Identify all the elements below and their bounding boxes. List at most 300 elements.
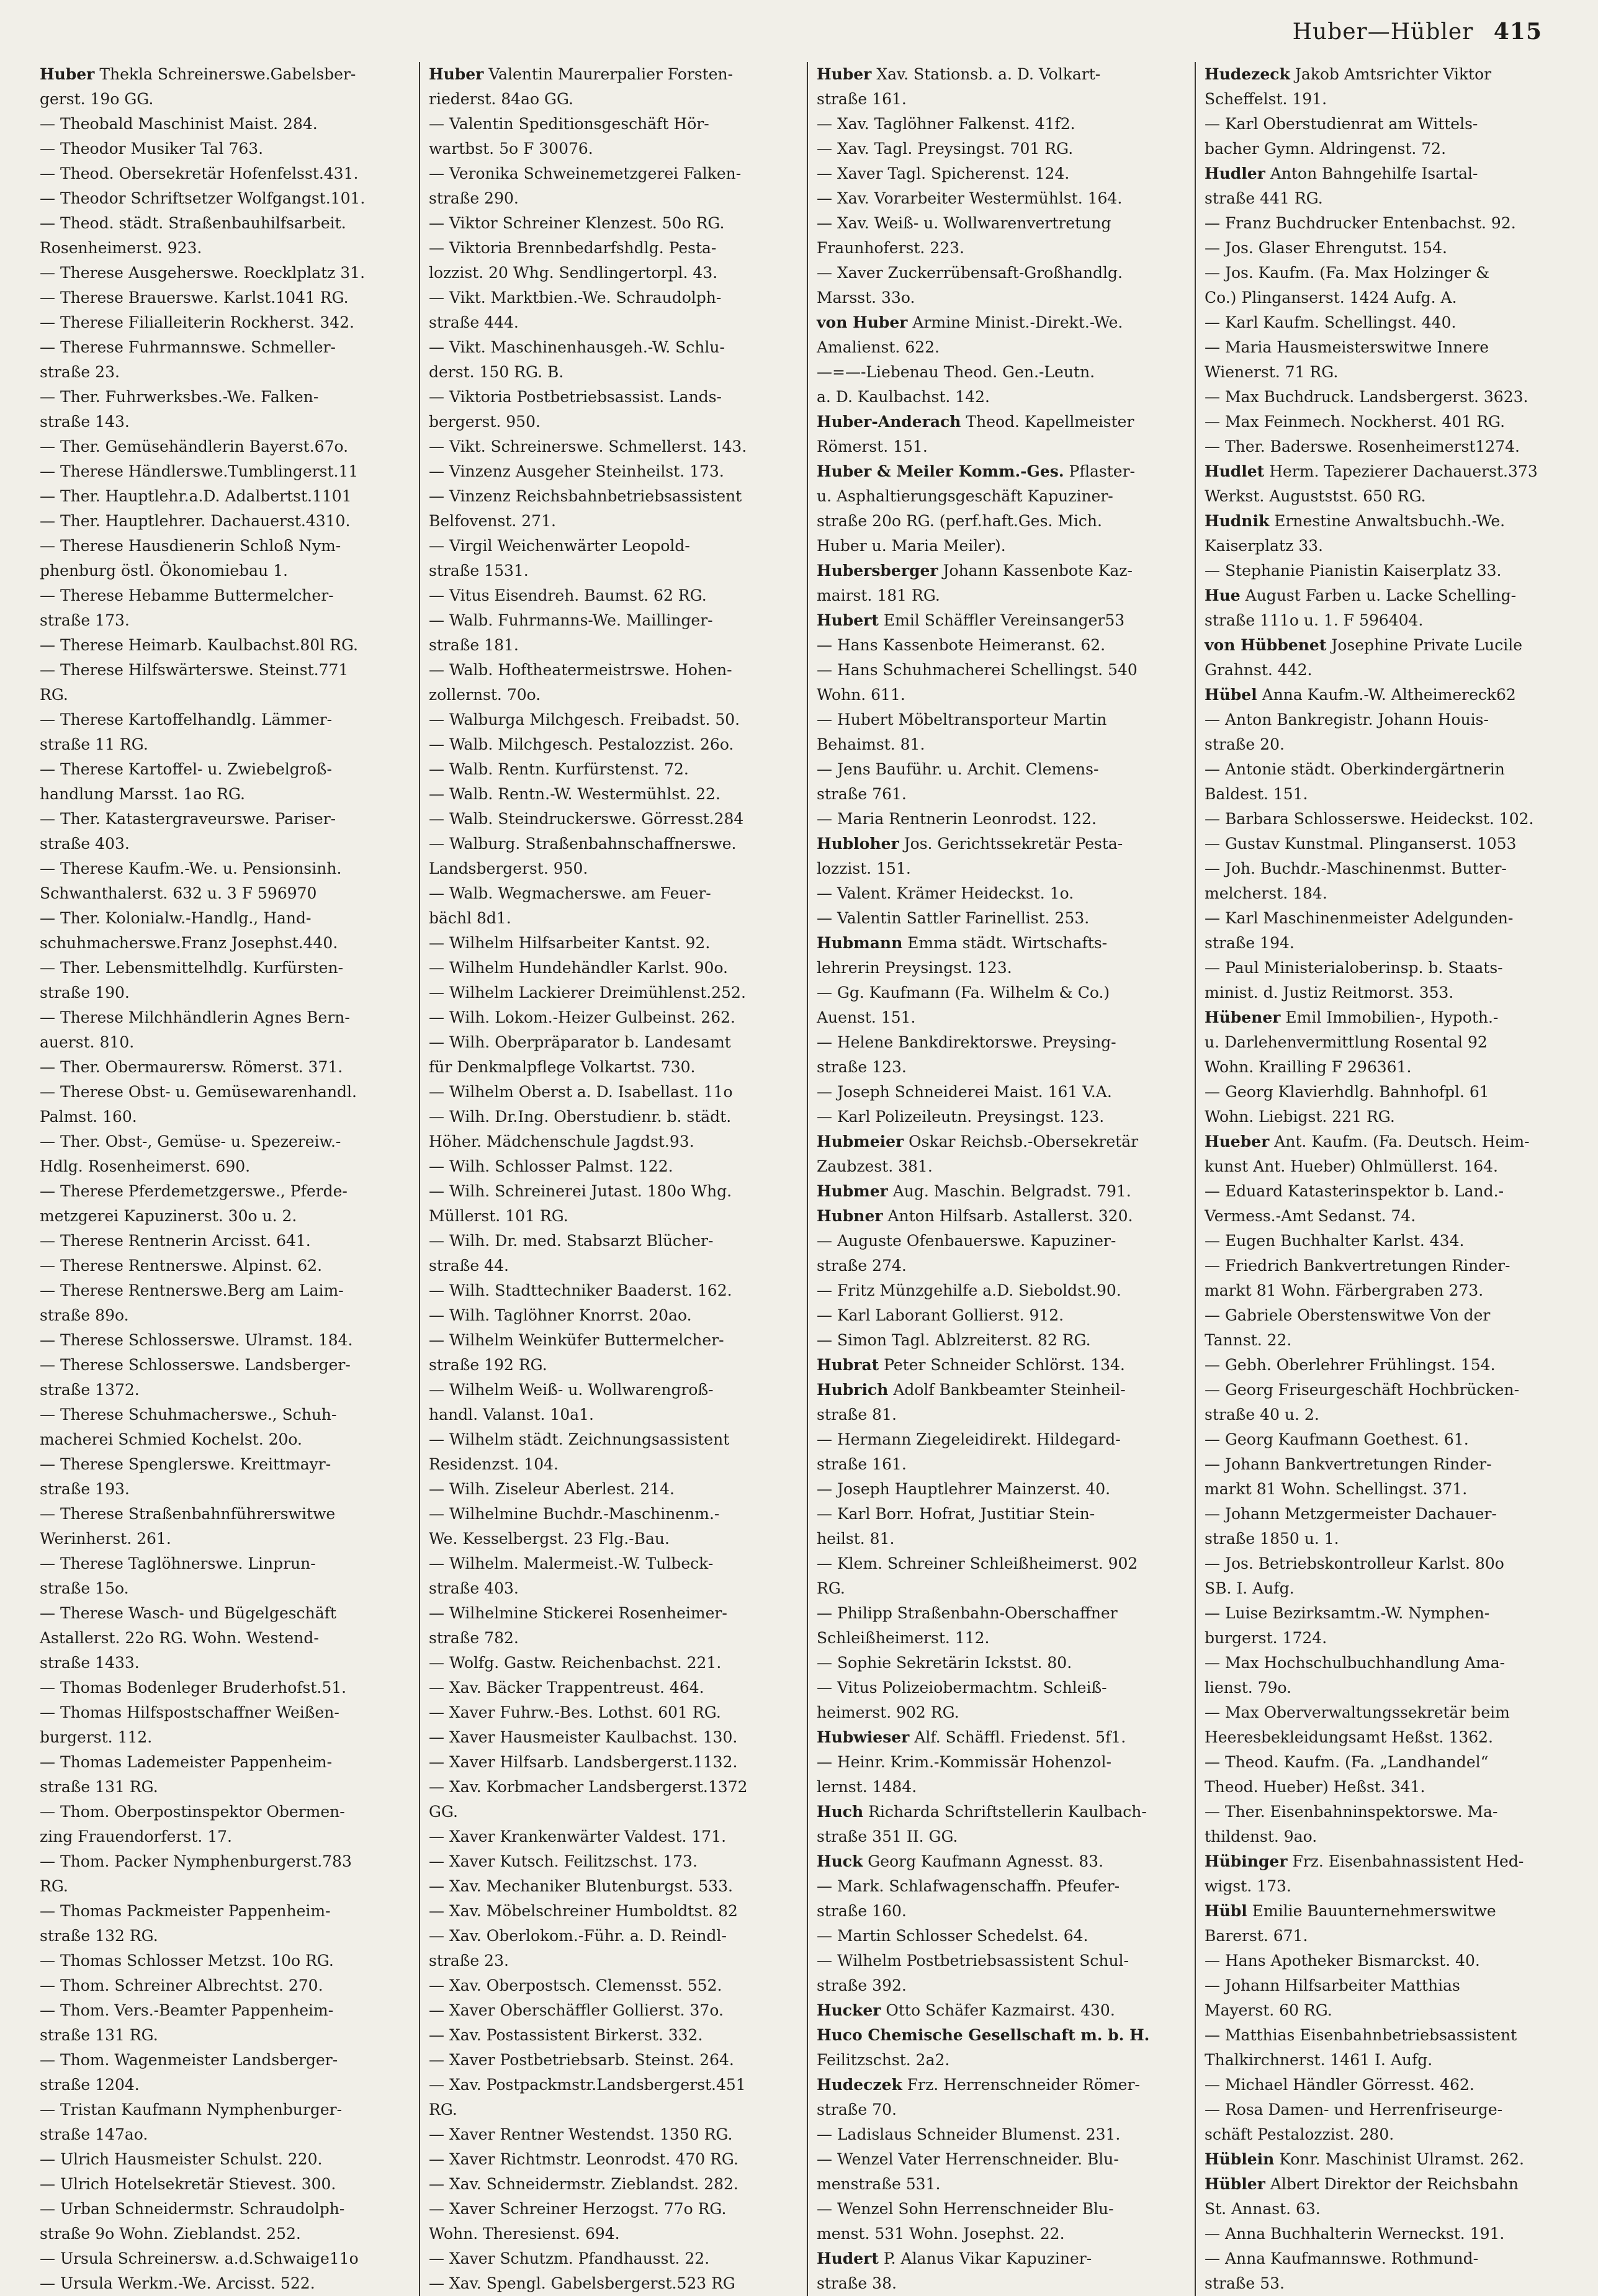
directory-entry [40,1998,410,2023]
entry-text: — Wilhelm Postbetriebsassistent Schul- [817,1952,1129,1970]
directory-entry [1205,1055,1574,1080]
entry-text: — Xaver Kutsch. Feilitzschst. 173. [429,1852,698,1870]
entry-text: — Valent. Krämer Heideckst. 1o. [817,884,1074,902]
directory-entry [40,1626,410,1651]
entry-text: — Hans Kassenbote Heimeranst. 62. [817,636,1106,654]
entry-text: — Franz Buchdrucker Entenbachst. 92. [1205,214,1516,232]
directory-entry [1205,1452,1574,1477]
directory-entry [1205,980,1574,1005]
entry-text: — Viktoria Postbetriebsassist. Lands- [429,388,722,406]
directory-entry [1205,1948,1574,1973]
entry-surname: Hubersberger [817,562,938,580]
entry-text: — Therese Spenglerswe. Kreittmayr- [40,1455,331,1473]
directory-entry [1205,1675,1574,1700]
entry-text: — Gg. Kaufmann (Fa. Wilhelm & Co.) [817,984,1110,1002]
entry-text: — Joh. Buchdr.-Maschinenmst. Butter- [1205,859,1507,877]
directory-entry [817,434,1186,459]
directory-entry [817,2172,1186,2197]
directory-entry [429,881,798,906]
entry-text: schuhmacherswe.Franz Josephst.440. [40,934,338,952]
entry-text: — Michael Händler Görresst. 462. [1205,2076,1475,2094]
entry-text: Huber u. Maria Meiler). [817,537,1006,555]
directory-entry [40,1849,410,1874]
entry-text: Aug. Maschin. Belgradst. 791. [892,1182,1131,1200]
entry-text: — Xaver Hilfsarb. Landsbergerst.1132. [429,1753,738,1771]
entry-text: RG. [40,686,68,704]
entry-text: — Ther. Katastergraveurswe. Pariser- [40,810,336,828]
directory-entry [1205,1030,1574,1055]
directory-entry [40,2023,410,2048]
entry-text: — Theobald Maschinist Maist. 284. [40,115,318,133]
directory-entry [40,1948,410,1973]
directory-entry [40,1874,410,1899]
entry-text: — Therese Rentnerin Arcisst. 641. [40,1232,311,1250]
entry-text: — Xaver Postbetriebsarb. Steinst. 264. [429,2051,734,2069]
directory-entry [429,1576,798,1601]
directory-entry [817,608,1186,633]
directory-entry [429,1651,798,1675]
directory-entry [1205,310,1574,335]
entry-text: Astallerst. 22o RG. Wohn. Westend- [40,1629,319,1647]
entry-text: — Therese Milchhändlerin Agnes Bern- [40,1008,350,1026]
directory-entry [40,1924,410,1948]
entry-text: — Johann Metzgermeister Dachauer- [1205,1505,1497,1523]
entry-text: — Viktor Schreiner Klenzest. 50o RG. [429,214,725,232]
directory-entry [40,261,410,285]
entry-text: metzgerei Kapuzinerst. 30o u. 2. [40,1207,297,1225]
directory-entry [1205,211,1574,236]
entry-text: lernst. 1484. [817,1778,917,1796]
directory-entry [40,236,410,261]
entry-surname: Huber [429,65,484,83]
entry-surname: Hubwieser [817,1728,910,1746]
entry-text: — Walb. Wegmacherswe. am Feuer- [429,884,711,902]
directory-entry [1205,633,1574,658]
entry-text: — Fritz Münzgehilfe a.D. Sieboldst.90. [817,1281,1121,1299]
entry-text: Barerst. 671. [1205,1927,1308,1945]
directory-entry [40,62,410,87]
directory-entry [40,757,410,782]
entry-text: — Xaver Tagl. Spicherenst. 124. [817,164,1070,182]
entry-text: Baldest. 151. [1205,785,1308,803]
directory-entry [429,236,798,261]
directory-entry [1205,956,1574,980]
directory-entry [40,161,410,186]
directory-entry [40,1502,410,1527]
directory-entry [40,87,410,112]
entry-text: P. Alanus Vikar Kapuziner- [883,2249,1092,2267]
directory-entry [40,310,410,335]
directory-entry [817,1353,1186,1378]
entry-text: — Therese Schuhmacherswe., Schuh- [40,1406,337,1424]
entry-surname: Hübel [1205,686,1257,704]
entry-text: macherei Schmied Kochelst. 20o. [40,1430,302,1448]
entry-text: Grahnst. 442. [1205,661,1313,679]
entry-text: heilst. 81. [817,1530,895,1548]
directory-entry [1205,1427,1574,1452]
entry-text: Josephine Private Lucile [1331,636,1523,654]
directory-entry [40,807,410,832]
directory-entry [429,1253,798,1278]
entry-surname: Hübl [1205,1902,1247,1920]
directory-entry [817,484,1186,509]
entry-text: minist. d. Justiz Reitmorst. 353. [1205,984,1454,1002]
entry-text: Amalienst. 622. [817,338,940,356]
directory-entry [817,2023,1186,2048]
directory-entry [1205,1924,1574,1948]
directory-column [1195,62,1582,2296]
entry-text: Peter Schneider Schlörst. 134. [884,1356,1125,1374]
entry-text: — Thom. Schreiner Albrechtst. 270. [40,1976,323,1994]
directory-entry [429,2048,798,2073]
directory-entry [40,1576,410,1601]
entry-text: straße 193. [40,1480,130,1498]
directory-entry [817,1179,1186,1204]
directory-entry [40,2172,410,2197]
entry-text: — Ther. Lebensmittelhdlg. Kurfürsten- [40,959,344,977]
entry-text: Hdlg. Rosenheimerst. 690. [40,1157,251,1175]
directory-entry [817,1253,1186,1278]
entry-text: — Karl Laborant Gollierst. 912. [817,1306,1064,1324]
directory-entry [40,832,410,856]
entry-text: Georg Kaufmann Agnesst. 83. [868,1852,1104,1870]
entry-text: Vermess.-Amt Sedanst. 74. [1205,1207,1416,1225]
directory-entry [817,62,1186,87]
directory-entry [817,856,1186,881]
directory-entry [40,2147,410,2172]
entry-text: Schleißheimerst. 112. [817,1629,990,1647]
directory-entry [817,1527,1186,1551]
entry-text: — Thom. Oberpostinspektor Obermen- [40,1803,345,1821]
directory-entry [429,2147,798,2172]
entry-text: — Thom. Packer Nymphenburgerst.783 [40,1852,352,1870]
directory-entry [817,211,1186,236]
entry-text: — Hubert Möbeltransporteur Martin [817,711,1107,729]
directory-entry [1205,236,1574,261]
directory-entry [817,1154,1186,1179]
entry-text: — Vikt. Schreinerswe. Schmellerst. 143. [429,437,747,455]
directory-entry [40,509,410,534]
directory-entry [429,2246,798,2271]
directory-entry [40,2271,410,2296]
directory-entry [817,1849,1186,1874]
directory-entry [40,285,410,310]
directory-entry [429,906,798,931]
directory-entry [40,2122,410,2147]
entry-text: lienst. 79o. [1205,1679,1292,1697]
entry-text: bergerst. 950. [429,413,541,431]
entry-text: Wienerst. 71 RG. [1205,363,1339,381]
directory-entry [429,1750,798,1775]
directory-entry [817,161,1186,186]
entry-text: Jakob Amtsrichter Viktor [1295,65,1492,83]
entry-text: Wohn. Krailling F 296361. [1205,1058,1412,1076]
entry-text: Rosenheimerst. 923. [40,239,202,257]
entry-text: — Anna Kaufmannswe. Rothmund- [1205,2249,1479,2267]
directory-entry [817,1502,1186,1527]
entry-text: — Xav. Möbelschreiner Humboldtst. 82 [429,1902,738,1920]
directory-entry [40,335,410,360]
entry-text: — Wolfg. Gastw. Reichenbachst. 221. [429,1654,722,1672]
entry-text: — Wilh. Taglöhner Knorrst. 20ao. [429,1306,692,1324]
directory-entry [40,1427,410,1452]
directory-entry [40,2073,410,2097]
entry-text: straße 89o. [40,1306,129,1324]
entry-text: straße 20o RG. (perf.haft.Ges. Mich. [817,512,1102,530]
entry-text: — Vitus Eisendreh. Baumst. 62 RG. [429,586,707,604]
directory-entry [429,509,798,534]
entry-text: markt 81 Wohn. Schellingst. 371. [1205,1480,1468,1498]
directory-entry [817,1924,1186,1948]
entry-text: — Wilh. Dr.Ing. Oberstudienr. b. städt. [429,1108,732,1126]
directory-entry [429,1800,798,1824]
entry-text: — Vinzenz Reichsbahnbetriebsassistent [429,487,742,505]
directory-entry [817,2222,1186,2246]
directory-entry [40,410,410,434]
entry-text: — Wilh. Oberpräparator b. Landesamt [429,1033,731,1051]
directory-entry [40,1551,410,1576]
directory-entry [429,1179,798,1204]
directory-entry [817,881,1186,906]
entry-text: — Xaver Richtmstr. Leonrodst. 470 RG. [429,2150,738,2168]
entry-text: — Vitus Polizeiobermachtm. Schleiß- [817,1679,1107,1697]
entry-text: — Thomas Packmeister Pappenheim- [40,1902,331,1920]
directory-entry [40,360,410,385]
directory-entry [40,112,410,137]
entry-text: — Wilhelm Weinküfer Buttermelcher- [429,1331,724,1349]
directory-entry [1205,1204,1574,1229]
directory-entry [429,1402,798,1427]
directory-entry [429,1105,798,1129]
entry-text: schäft Pestalozzist. 280. [1205,2125,1394,2143]
directory-entry [40,1278,410,1303]
entry-text: — Ther. Obermaurersw. Römerst. 371. [40,1058,343,1076]
entry-text: — Thom. Wagenmeister Landsberger- [40,2051,338,2069]
directory-entry [40,534,410,558]
directory-entry [817,1775,1186,1800]
directory-entry [429,658,798,683]
directory-entry [429,1154,798,1179]
entry-text: gerst. 19o GG. [40,90,154,108]
entry-text: — Hermann Ziegeleidirekt. Hildegard- [817,1430,1121,1448]
entry-text: RG. [40,1877,68,1895]
entry-text: — Xav. Tagl. Preysingst. 701 RG. [817,140,1074,158]
entry-text: — Hans Apotheker Bismarckst. 40. [1205,1952,1480,1970]
directory-entry [429,1725,798,1750]
page-number: 415 [1493,19,1542,45]
entry-surname: Hubner [817,1207,883,1225]
entry-text: — Urban Schneidermstr. Schraudolph- [40,2200,345,2218]
directory-entry [817,2122,1186,2147]
directory-entry [40,608,410,633]
page-header [1293,19,1542,45]
entry-text: — Karl Kaufm. Schellingst. 440. [1205,313,1457,331]
entry-text: — Xaver Oberschäffler Gollierst. 37o. [429,2001,724,2019]
directory-entry [429,2172,798,2197]
directory-entry [429,856,798,881]
directory-entry [429,410,798,434]
directory-entry [1205,1278,1574,1303]
entry-text: Albert Direktor der Reichsbahn [1270,2175,1519,2193]
directory-entry [429,186,798,211]
entry-text: zollernst. 70o. [429,686,541,704]
entry-surname: von Hübbenet [1205,636,1327,654]
directory-entry [40,683,410,707]
directory-entry [40,707,410,732]
entry-text: — Thomas Bodenleger Bruderhofst.51. [40,1679,347,1697]
entry-text: — Ther. Baderswe. Rosenheimerst1274. [1205,437,1520,455]
directory-entry [40,1477,410,1502]
directory-entry [1205,261,1574,285]
directory-entry [429,1874,798,1899]
entry-text: — Jos. Kaufm. (Fa. Max Holzinger & [1205,264,1490,282]
directory-entry [817,261,1186,285]
entry-text: straße 160. [817,1902,907,1920]
entry-text: — Xaver Zuckerrübensaft-Großhandlg. [817,264,1123,282]
directory-entry [429,832,798,856]
entry-text: — Xav. Spengl. Gabelsbergerst.523 RG [429,2274,735,2292]
directory-entry [1205,62,1574,87]
entry-text: — Xav. Schneidermstr. Zieblandst. 282. [429,2175,738,2193]
directory-entry [817,1402,1186,1427]
directory-entry [1205,2246,1574,2271]
entry-text: — Ulrich Hausmeister Schulst. 220. [40,2150,323,2168]
directory-entry [40,1725,410,1750]
directory-entry [40,732,410,757]
entry-text: — Rosa Damen- und Herrenfriseurge- [1205,2101,1503,2119]
directory-entry [40,583,410,608]
directory-entry [429,137,798,161]
directory-entry [817,980,1186,1005]
entry-text: Xav. Stationsb. a. D. Volkart- [876,65,1101,83]
entry-surname: Hübler [1205,2175,1265,2193]
entry-text: — Therese Heimarb. Kaulbachst.80l RG. [40,636,359,654]
directory-entry [429,1328,798,1353]
directory-entry [429,211,798,236]
directory-entry [429,112,798,137]
directory-entry [1205,2222,1574,2246]
entry-text: — Valentin Sattler Farinellist. 253. [817,909,1090,927]
entry-text: straße 1433. [40,1654,140,1672]
directory-entry [429,434,798,459]
directory-entry [1205,335,1574,360]
entry-surname: Huber [40,65,95,83]
entry-text: — Wilhelm Lackierer Dreimühlenst.252. [429,984,746,1002]
directory-entry [40,980,410,1005]
entry-surname: Huber & Meiler Komm.-Ges. [817,462,1064,480]
entry-text: — Therese Brauerswe. Karlst.1041 RG. [40,289,349,307]
entry-text: — Therese Ausgeherswe. Roecklplatz 31. [40,264,366,282]
entry-text: — Philipp Straßenbahn-Oberschaffner [817,1604,1118,1622]
entry-text: Zaubzest. 381. [817,1157,933,1175]
entry-surname: Hubrat [817,1356,879,1374]
entry-text: — Vinzenz Ausgeher Steinheilst. 173. [429,462,724,480]
entry-text: handl. Valanst. 10a1. [429,1406,595,1424]
directory-entry [429,534,798,558]
entry-text: burgerst. 112. [40,1728,153,1746]
directory-entry [1205,757,1574,782]
entry-text: — Therese Kartoffelhandlg. Lämmer- [40,711,333,729]
entry-text: — Wilh. Ziseleur Aberlest. 214. [429,1480,675,1498]
directory-entry [1205,1800,1574,1824]
directory-entry [1205,881,1574,906]
entry-text: menstraße 531. [817,2175,941,2193]
directory-entry [40,906,410,931]
entry-text: — Hans Schuhmacherei Schellingst. 540 [817,661,1138,679]
directory-entry [1205,1899,1574,1924]
entry-text: — Matthias Eisenbahnbetriebsassistent [1205,2026,1517,2044]
entry-text: — Wilh. Schreinerei Jutast. 180o Whg. [429,1182,732,1200]
entry-surname: Hue [1205,586,1241,604]
directory-entry [817,1427,1186,1452]
entry-text: Theod. Hueber) Heßst. 341. [1205,1778,1425,1796]
entry-text: — Wilh. Schlosser Palmst. 122. [429,1157,673,1175]
entry-text: — Walb. Hoftheatermeistrswe. Hohen- [429,661,732,679]
directory-entry [429,1005,798,1030]
entry-text: — Karl Maschinenmeister Adelgunden- [1205,909,1514,927]
entry-text: — Ther. Kolonialw.-Handlg., Hand- [40,909,312,927]
directory-entry [1205,1998,1574,2023]
directory-entry [1205,558,1574,583]
entry-surname: Huber [817,65,872,83]
directory-entry [429,2073,798,2097]
entry-text: handlung Marsst. 1ao RG. [40,785,245,803]
entry-text: Werkst. Auguststst. 650 RG. [1205,487,1426,505]
directory-entry [1205,1849,1574,1874]
directory-entry [429,583,798,608]
entry-text: — Xaver Fuhrw.-Bes. Lothst. 601 RG. [429,1703,721,1721]
directory-entry [40,1750,410,1775]
directory-entry [817,1328,1186,1353]
directory-entry [1205,161,1574,186]
entry-text: Fraunhoferst. 223. [817,239,964,257]
directory-entry [817,410,1186,434]
directory-entry [40,956,410,980]
directory-entry [40,2197,410,2222]
entry-surname: Hubmeier [817,1132,904,1150]
directory-entry [40,1229,410,1253]
entry-text: — Simon Tagl. Ablzreiterst. 82 RG. [817,1331,1091,1349]
directory-entry [40,1651,410,1675]
directory-entry [817,1303,1186,1328]
directory-entry [817,2197,1186,2222]
directory-entry [429,2222,798,2246]
entry-text: — Ladislaus Schneider Blumenst. 231. [817,2125,1121,2143]
directory-entry [1205,1502,1574,1527]
directory-entry [40,484,410,509]
directory-entry [429,1700,798,1725]
directory-entry [40,1601,410,1626]
directory-entry [40,1179,410,1204]
entry-text: straße 81. [817,1406,897,1424]
entry-text: Johann Kassenbote Kaz- [943,562,1133,580]
directory-entry [817,2147,1186,2172]
directory-entry [817,906,1186,931]
entry-text: — Xav. Oberlokom.-Führ. a. D. Reindl- [429,1927,727,1945]
entry-text: straße 274. [817,1257,907,1275]
entry-text: — Walb. Fuhrmanns-We. Maillinger- [429,611,713,629]
entry-text: bächl 8d1. [429,909,511,927]
entry-text: — Wilh. Lokom.-Heizer Gulbeinst. 262. [429,1008,735,1026]
entry-text: burgerst. 1724. [1205,1629,1327,1647]
directory-entry [40,1700,410,1725]
entry-text: — Wilh. Dr. med. Stabsarzt Blücher- [429,1232,714,1250]
directory-entry [429,732,798,757]
entry-text: — Johann Bankvertretungen Rinder- [1205,1455,1492,1473]
entry-text: Emma städt. Wirtschafts- [907,934,1108,952]
entry-text: straße 132 RG. [40,1927,158,1945]
directory-entry [429,1080,798,1105]
